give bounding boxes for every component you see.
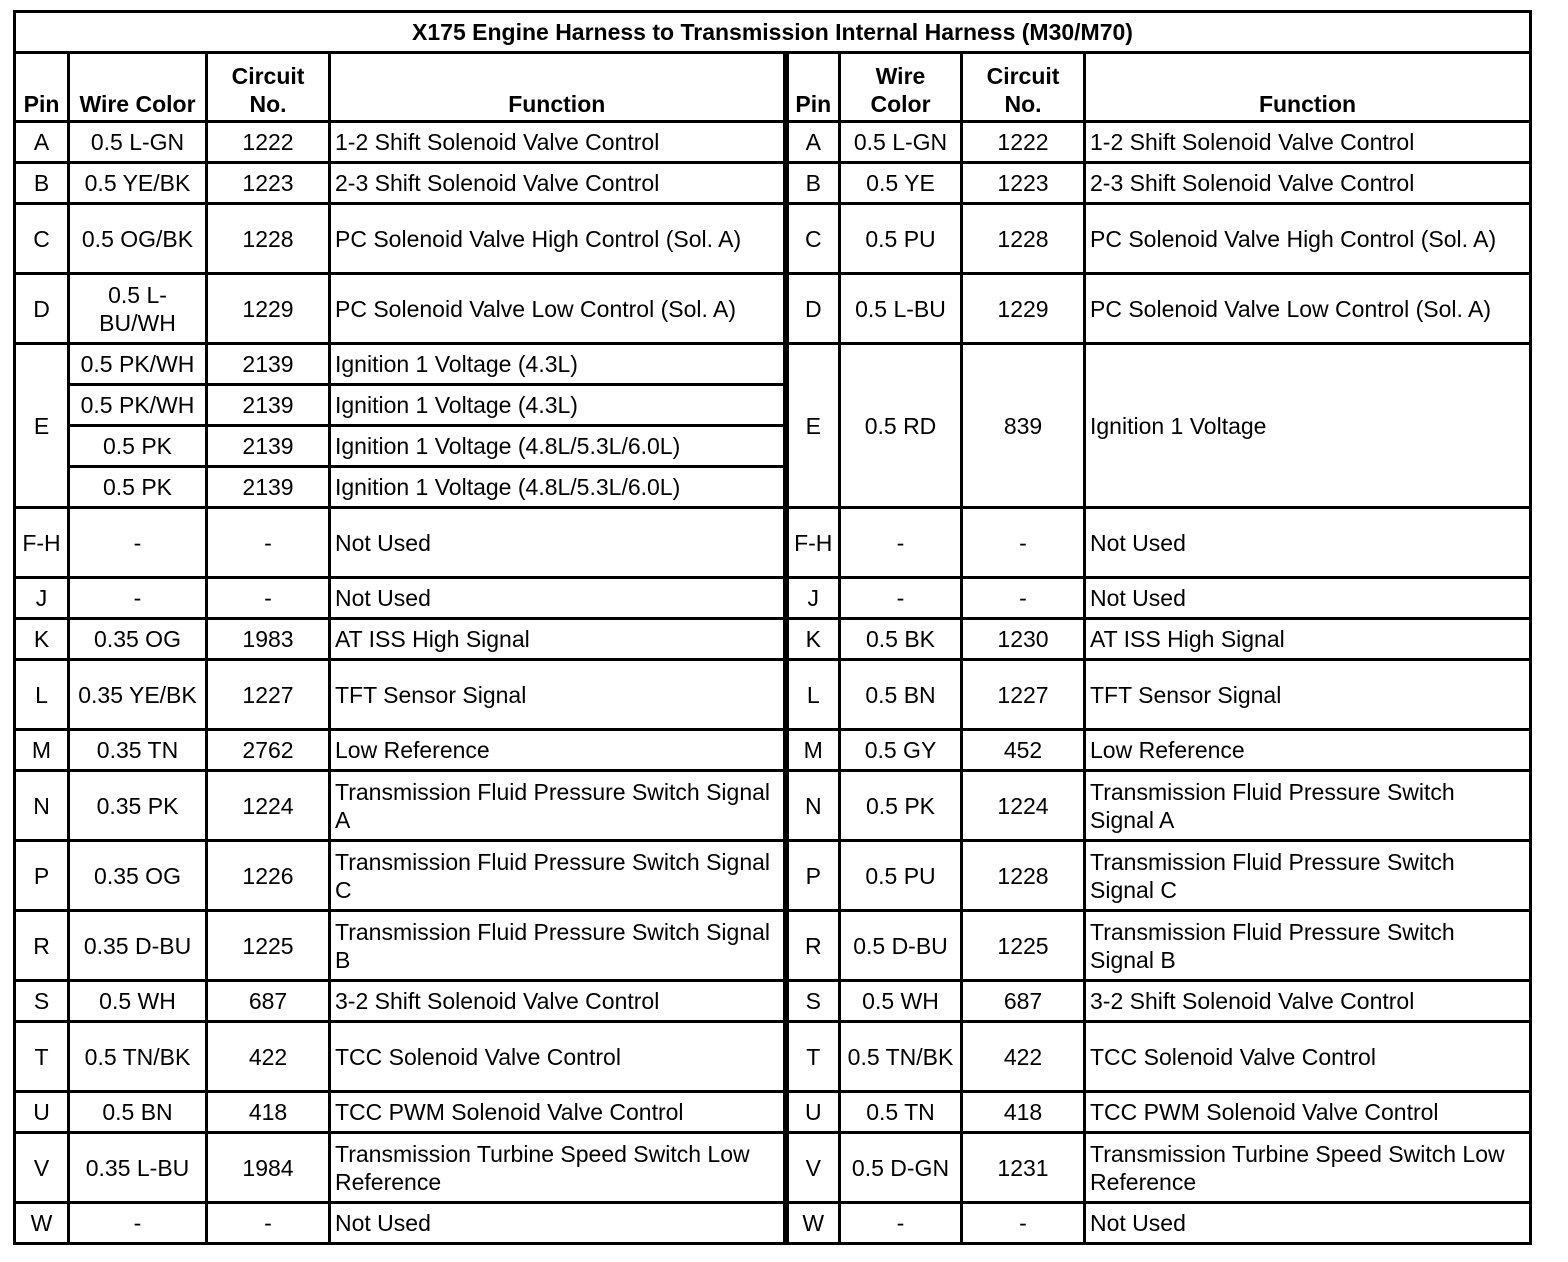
function-right: Not Used: [1085, 578, 1531, 619]
function-right: TCC PWM Solenoid Valve Control: [1085, 1092, 1531, 1133]
wire-color-left: 0.5 YE/BK: [69, 163, 207, 204]
table-row: [15, 1203, 1531, 1244]
header-pin-right: Pin: [786, 53, 840, 122]
pin-right: W: [786, 1203, 840, 1244]
wire-color-right: 0.5 D-BU: [840, 911, 962, 981]
pin-left: M: [15, 730, 69, 771]
function-right: Low Reference: [1085, 730, 1531, 771]
table-row: [15, 508, 1531, 578]
header-circuit-left: Circuit No.: [207, 53, 330, 122]
wire-color-left: 0.5 PK/WH: [69, 344, 207, 385]
function-right: Ignition 1 Voltage: [1085, 344, 1531, 508]
pin-left: T: [15, 1022, 69, 1092]
pin-right: P: [786, 841, 840, 911]
circuit-left: 1228: [207, 204, 330, 274]
circuit-right: 1227: [962, 660, 1085, 730]
pin-left: F-H: [15, 508, 69, 578]
table-title: X175 Engine Harness to Transmission Internal Harness (M30/M70): [15, 12, 1531, 53]
circuit-right: 452: [962, 730, 1085, 771]
pin-right: T: [786, 1022, 840, 1092]
table-row: [15, 204, 1531, 274]
pin-right: N: [786, 771, 840, 841]
function-right: TCC Solenoid Valve Control: [1085, 1022, 1531, 1092]
circuit-left: 2139: [207, 385, 330, 426]
wire-color-right: 0.5 RD: [840, 344, 962, 508]
function-left: PC Solenoid Valve Low Control (Sol. A): [330, 274, 786, 344]
circuit-left: 1983: [207, 619, 330, 660]
pin-right: D: [786, 274, 840, 344]
circuit-right: 687: [962, 981, 1085, 1022]
function-right: TFT Sensor Signal: [1085, 660, 1531, 730]
function-left: Not Used: [330, 508, 786, 578]
table-row: [15, 122, 1531, 163]
wire-color-right: 0.5 BN: [840, 660, 962, 730]
circuit-left: 1984: [207, 1133, 330, 1203]
circuit-right: 422: [962, 1022, 1085, 1092]
wire-color-left: 0.5 BN: [69, 1092, 207, 1133]
circuit-right: 1225: [962, 911, 1085, 981]
function-left: Low Reference: [330, 730, 786, 771]
pin-left: L: [15, 660, 69, 730]
circuit-left: 2139: [207, 344, 330, 385]
function-right: Not Used: [1085, 508, 1531, 578]
circuit-right: 1230: [962, 619, 1085, 660]
wire-color-right: 0.5 TN/BK: [840, 1022, 962, 1092]
function-left: Ignition 1 Voltage (4.3L): [330, 344, 786, 385]
function-right: Transmission Fluid Pressure Switch Signal A: [1085, 771, 1531, 841]
table-row: [15, 344, 1531, 385]
function-left: Not Used: [330, 1203, 786, 1244]
circuit-left: -: [207, 578, 330, 619]
table-row: [15, 274, 1531, 344]
header-wire-color-left: Wire Color: [69, 53, 207, 122]
circuit-left: -: [207, 508, 330, 578]
wire-color-left: 0.5 TN/BK: [69, 1022, 207, 1092]
pin-left: V: [15, 1133, 69, 1203]
wire-color-right: 0.5 D-GN: [840, 1133, 962, 1203]
circuit-left: 1225: [207, 911, 330, 981]
wire-color-left: 0.35 OG: [69, 841, 207, 911]
function-right: 2-3 Shift Solenoid Valve Control: [1085, 163, 1531, 204]
wire-color-left: -: [69, 578, 207, 619]
circuit-left: 2762: [207, 730, 330, 771]
wire-color-left: 0.5 L-BU/WH: [69, 274, 207, 344]
pin-left: S: [15, 981, 69, 1022]
pin-right: U: [786, 1092, 840, 1133]
circuit-right: 418: [962, 1092, 1085, 1133]
wire-color-left: -: [69, 508, 207, 578]
wire-color-left: 0.5 PK: [69, 467, 207, 508]
connector-pinout-table: [13, 10, 1532, 1245]
function-left: Transmission Fluid Pressure Switch Signal A: [330, 771, 786, 841]
function-right: Transmission Fluid Pressure Switch Signal B: [1085, 911, 1531, 981]
table-row: [15, 578, 1531, 619]
pin-left: A: [15, 122, 69, 163]
circuit-right: 1224: [962, 771, 1085, 841]
function-left: TFT Sensor Signal: [330, 660, 786, 730]
header-wire-color-right: Wire Color: [840, 53, 962, 122]
pinout-rows: [15, 122, 1531, 1244]
function-left: TCC PWM Solenoid Valve Control: [330, 1092, 786, 1133]
function-left: Ignition 1 Voltage (4.8L/5.3L/6.0L): [330, 467, 786, 508]
pin-left: R: [15, 911, 69, 981]
pin-right: B: [786, 163, 840, 204]
pin-right: A: [786, 122, 840, 163]
pin-right: V: [786, 1133, 840, 1203]
wire-color-left: 0.35 YE/BK: [69, 660, 207, 730]
wire-color-right: 0.5 WH: [840, 981, 962, 1022]
wire-color-right: 0.5 PU: [840, 204, 962, 274]
header-function-right: Function: [1085, 53, 1531, 122]
wire-color-right: 0.5 TN: [840, 1092, 962, 1133]
pin-left: K: [15, 619, 69, 660]
table-row: [15, 1092, 1531, 1133]
function-left: Ignition 1 Voltage (4.8L/5.3L/6.0L): [330, 426, 786, 467]
function-left: Ignition 1 Voltage (4.3L): [330, 385, 786, 426]
circuit-left: 687: [207, 981, 330, 1022]
circuit-left: 1226: [207, 841, 330, 911]
pin-left: N: [15, 771, 69, 841]
circuit-left: 1229: [207, 274, 330, 344]
pin-right: E: [786, 344, 840, 508]
pin-left: P: [15, 841, 69, 911]
table-row: [15, 981, 1531, 1022]
circuit-left: 422: [207, 1022, 330, 1092]
table-row: [15, 619, 1531, 660]
pin-left: D: [15, 274, 69, 344]
function-right: 1-2 Shift Solenoid Valve Control: [1085, 122, 1531, 163]
wire-color-right: 0.5 PU: [840, 841, 962, 911]
wire-color-right: 0.5 PK: [840, 771, 962, 841]
table-row: [15, 163, 1531, 204]
wire-color-left: 0.35 TN: [69, 730, 207, 771]
table-row: [15, 841, 1531, 911]
table-row: [15, 660, 1531, 730]
circuit-right: 1229: [962, 274, 1085, 344]
circuit-left: 1227: [207, 660, 330, 730]
function-right: 3-2 Shift Solenoid Valve Control: [1085, 981, 1531, 1022]
function-left: 1-2 Shift Solenoid Valve Control: [330, 122, 786, 163]
function-right: PC Solenoid Valve Low Control (Sol. A): [1085, 274, 1531, 344]
wire-color-right: 0.5 BK: [840, 619, 962, 660]
circuit-right: -: [962, 508, 1085, 578]
function-right: PC Solenoid Valve High Control (Sol. A): [1085, 204, 1531, 274]
wire-color-right: 0.5 L-BU: [840, 274, 962, 344]
header-pin-left: Pin: [15, 53, 69, 122]
pin-right: J: [786, 578, 840, 619]
pin-right: M: [786, 730, 840, 771]
pin-right: S: [786, 981, 840, 1022]
wire-color-left: 0.35 D-BU: [69, 911, 207, 981]
function-right: Transmission Fluid Pressure Switch Signal C: [1085, 841, 1531, 911]
circuit-right: -: [962, 578, 1085, 619]
pin-right: K: [786, 619, 840, 660]
wire-color-right: -: [840, 578, 962, 619]
function-left: PC Solenoid Valve High Control (Sol. A): [330, 204, 786, 274]
function-left: Transmission Fluid Pressure Switch Signal B: [330, 911, 786, 981]
function-right: Not Used: [1085, 1203, 1531, 1244]
pin-right: R: [786, 911, 840, 981]
table-row: [15, 1022, 1531, 1092]
function-right: AT ISS High Signal: [1085, 619, 1531, 660]
circuit-right: 1222: [962, 122, 1085, 163]
pin-left: E: [15, 344, 69, 508]
circuit-left: 2139: [207, 467, 330, 508]
pin-right: L: [786, 660, 840, 730]
circuit-right: 1223: [962, 163, 1085, 204]
wire-color-left: 0.5 WH: [69, 981, 207, 1022]
wire-color-right: 0.5 YE: [840, 163, 962, 204]
wire-color-right: 0.5 GY: [840, 730, 962, 771]
wire-color-left: 0.35 OG: [69, 619, 207, 660]
function-left: Transmission Fluid Pressure Switch Signal C: [330, 841, 786, 911]
circuit-left: 1224: [207, 771, 330, 841]
wire-color-left: 0.5 OG/BK: [69, 204, 207, 274]
circuit-left: 418: [207, 1092, 330, 1133]
wire-color-left: 0.5 PK/WH: [69, 385, 207, 426]
function-right: Transmission Turbine Speed Switch Low Reference: [1085, 1133, 1531, 1203]
table-row: [15, 1133, 1531, 1203]
wire-color-right: -: [840, 1203, 962, 1244]
circuit-left: -: [207, 1203, 330, 1244]
circuit-right: -: [962, 1203, 1085, 1244]
function-left: 2-3 Shift Solenoid Valve Control: [330, 163, 786, 204]
circuit-left: 1223: [207, 163, 330, 204]
function-left: Not Used: [330, 578, 786, 619]
pin-left: B: [15, 163, 69, 204]
pin-left: J: [15, 578, 69, 619]
function-left: AT ISS High Signal: [330, 619, 786, 660]
pin-left: C: [15, 204, 69, 274]
pin-right: C: [786, 204, 840, 274]
header-function-left: Function: [330, 53, 786, 122]
wire-color-left: 0.5 L-GN: [69, 122, 207, 163]
function-left: TCC Solenoid Valve Control: [330, 1022, 786, 1092]
header-circuit-right: Circuit No.: [962, 53, 1085, 122]
circuit-right: 1228: [962, 204, 1085, 274]
circuit-left: 2139: [207, 426, 330, 467]
function-left: Transmission Turbine Speed Switch Low Reference: [330, 1133, 786, 1203]
table-row: [15, 730, 1531, 771]
circuit-left: 1222: [207, 122, 330, 163]
pin-left: U: [15, 1092, 69, 1133]
wire-color-left: 0.35 PK: [69, 771, 207, 841]
wire-color-left: -: [69, 1203, 207, 1244]
wire-color-right: 0.5 L-GN: [840, 122, 962, 163]
function-left: 3-2 Shift Solenoid Valve Control: [330, 981, 786, 1022]
wire-color-left: 0.35 L-BU: [69, 1133, 207, 1203]
wire-color-right: -: [840, 508, 962, 578]
circuit-right: 1231: [962, 1133, 1085, 1203]
pin-left: W: [15, 1203, 69, 1244]
table-row: [15, 911, 1531, 981]
circuit-right: 1228: [962, 841, 1085, 911]
table-row: [15, 771, 1531, 841]
wire-color-left: 0.5 PK: [69, 426, 207, 467]
circuit-right: 839: [962, 344, 1085, 508]
pin-right: F-H: [786, 508, 840, 578]
